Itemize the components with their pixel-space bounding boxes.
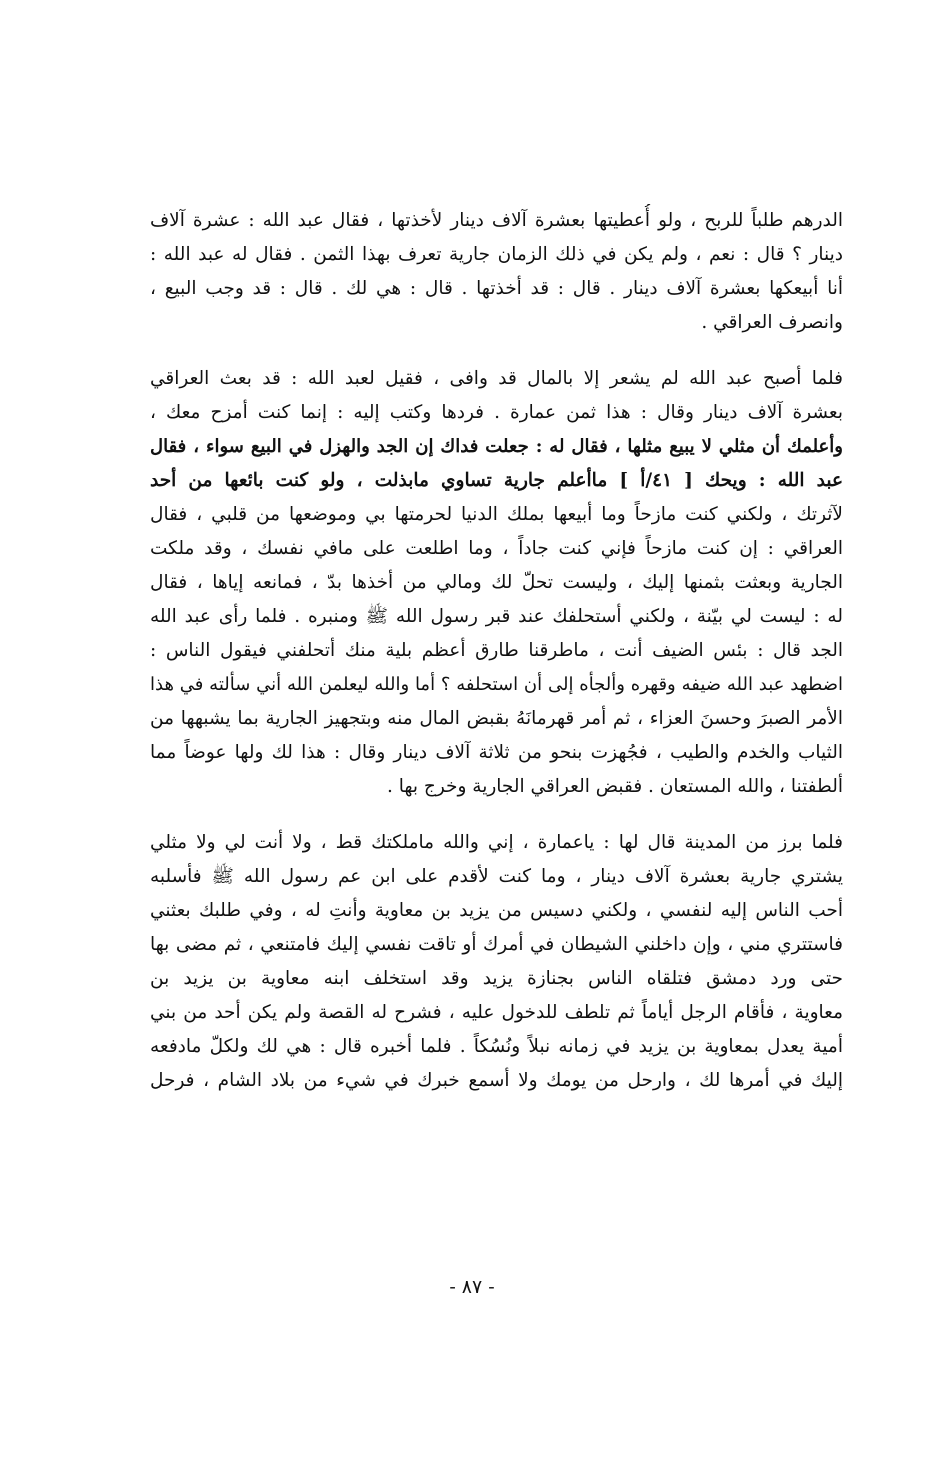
text-line: ألطفتنا ، والله المستعان . فقبض العراقي الجارية وخرج بها . — [386, 776, 843, 797]
text-line: إليك في أمرها لك ، وارحل من يومك ولا أسمع خبرك في شيء من بلاد الشام ، فرحل — [150, 1070, 843, 1091]
text-line: معاوية ، فأقام الرجل أياماً ثم تلطف للدخول عليه ، فشرح له القصة ولم يكن أحد من بني — [150, 1002, 843, 1023]
text-line: فاستتري مني ، وإن داخلني الشيطان في أمرك أو تاقت نفسي إليك فامتنعي ، ثم مضى بها — [150, 934, 843, 955]
text-line: اضطهد عبد الله ضيفه وقهره وألجأه إلى أن استحلفه ؟ أما والله ليعلمن الله أني سألته في هذا — [150, 674, 843, 695]
text-line: فلما أصبح عبد الله لم يشعر إلا بالمال قد وافى ، فقيل لعبد الله : قد بعث العراقي — [150, 368, 843, 389]
text-line: الأمر الصبرَ وحسنَ العزاء ، ثم أمر قهرمانَهُ بقبض المال منه وبتجهيز الجارية بما يشبهها من — [150, 708, 843, 729]
text-line: الدرهم طلباً للربح ، ولو أُعطيتها بعشرة آلاف دينار لأخذتها ، فقال عبد الله : عشرة آلاف — [150, 210, 843, 231]
paragraph-1 — [150, 204, 843, 340]
text-line: أحب الناس إليه لنفسي ، ولكني دسيس من يزيد بن معاوية وأنتِ له ، وفي طلبك بعثني — [150, 900, 843, 921]
text-line: بعشرة آلاف دينار وقال : هذا ثمن عمارة . فردها وكتب إليه : إنما كنت أمزح معك ، — [150, 402, 843, 423]
text-line: الجد قال : بئس الضيف أنت ، ماطرقنا طارق أعظم بلية منك أتحلفني فيقول الناس : — [150, 640, 843, 661]
paragraph-3 — [150, 826, 843, 1098]
text-line-bold: وأعلمك أن مثلي لا يبيع مثلها ، فقال له : جعلت فداك إن الجد والهزل في البيع سواء ، فقال — [150, 436, 843, 457]
text-line: دينار ؟ قال : نعم ، ولم يكن في ذلك الزمان جارية تعرف بهذا الثمن . فقال له عبد الله : — [150, 244, 843, 265]
text-line: الثياب والخدم والطيب ، فجُهزت بنحو من ثلاثة آلاف دينار وقال : هذا لك ولها عوضاً مما — [150, 742, 843, 763]
text-line: فلما برز من المدينة قال لها : ياعمارة ، إني والله ماملكتك قط ، ولا أنت لي ولا مثلي — [150, 832, 843, 853]
paragraph-spacer — [150, 804, 843, 826]
text-line: وانصرف العراقي . — [701, 312, 843, 333]
text-line: الجارية وبعثت بثمنها إليك ، وليست تحلّ لك ومالي من أخذها بدّ ، فمانعه إياها ، فقال — [150, 572, 843, 593]
text-line: حتى ورد دمشق فتلقاه الناس بجنازة يزيد وقد استخلف ابنه معاوية بن يزيد بن — [150, 968, 843, 989]
text-line: أنا أبيعكها بعشرة آلاف دينار . قال : قد أخذتها . قال : هي لك . قال : قد وجب البيع ، — [150, 278, 843, 299]
text-line: أمية يعدل بمعاوية بن يزيد في زمانه نبلاً ونُسُكاً . فلما أخبره قال : هي لك ولكلّ مادفعه — [150, 1036, 843, 1057]
page-body-text — [150, 204, 843, 1098]
text-line: العراقي : إن كنت مازحاً فإني كنت جاداً ، وما اطلعت على مافي نفسك ، وقد ملكت — [150, 538, 843, 559]
paragraph-2 — [150, 362, 843, 804]
text-line: له : ليست لي بيّنة ، ولكني أستحلفك عند قبر رسول الله ﷺ ومنبره . فلما رأى عبد الله — [150, 606, 843, 627]
text-line: يشتري جارية بعشرة آلاف دينار ، وما كنت لأقدم على ابن عم رسول الله ﷺ فأسلبه — [150, 866, 843, 887]
text-line-bold: عبد الله : ويحك [ ٤١/أ ] ماأعلم جارية تساوي مابذلت ، ولو كنت بائعها من أحد — [150, 470, 843, 491]
paragraph-spacer — [150, 340, 843, 362]
page-number: - ٨٧ - — [449, 1276, 495, 1298]
text-line: لآثرتك ، ولكني كنت مازحاً وما أبيعها بملك الدنيا لحرمتها بي وموضعها من قلبي ، فقال — [150, 504, 843, 525]
